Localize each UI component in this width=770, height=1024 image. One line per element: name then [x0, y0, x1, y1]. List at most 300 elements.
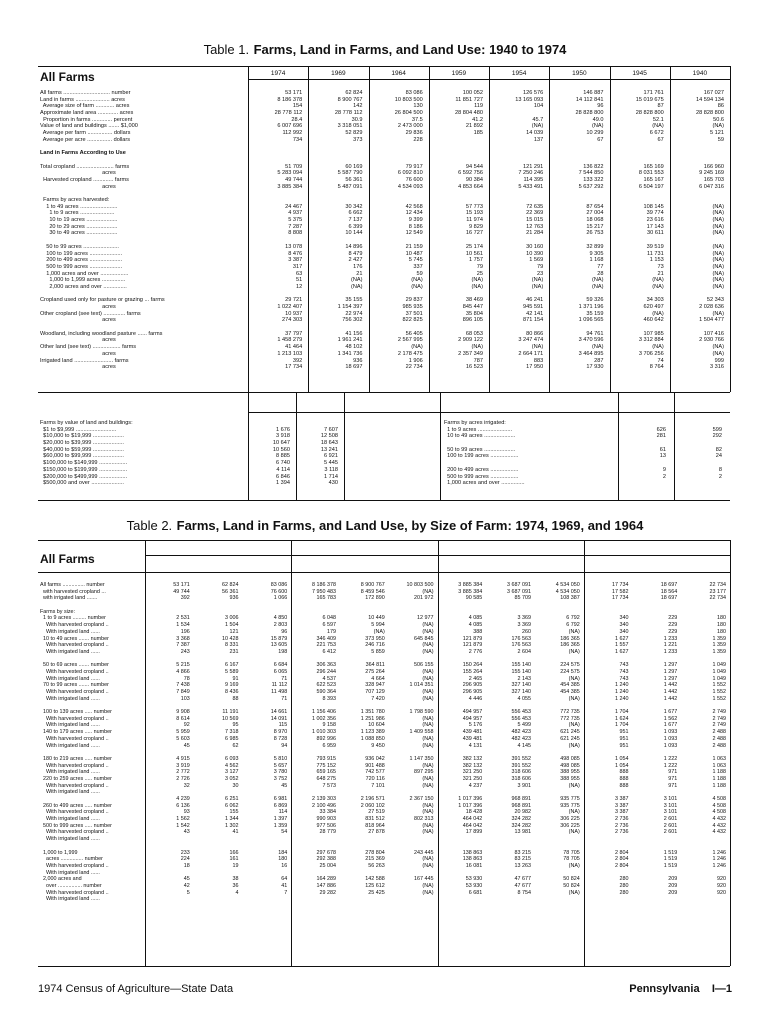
table2-cell [585, 702, 629, 709]
table2-cell: 198 [278, 648, 288, 655]
table2-row-label [40, 656, 145, 663]
table1-row-label: 1,000 acres and over .................. [40, 270, 129, 277]
table1-cell: 104 [533, 103, 544, 110]
table1-bottom-right-label [444, 460, 525, 467]
table1-cell [431, 190, 483, 197]
table2-cell: 306 225 [560, 816, 580, 823]
table2-cell: 1 442 [663, 689, 678, 695]
table1-cell: 7 250 246 [518, 170, 544, 177]
table2-cell [439, 789, 483, 796]
table2-cell: 176 563 [511, 642, 531, 649]
table2-cell: 3 387 [615, 802, 629, 809]
table2-cell: 8 459 546 [360, 588, 385, 595]
table2-cell: 439 481 [462, 729, 483, 736]
table1-row-label: 1,000 to 1,999 acres ............... [40, 277, 126, 284]
table2-column [487, 582, 531, 896]
table2-cell [585, 843, 629, 850]
table1-cell: 337 [413, 263, 423, 270]
table2-title-lead: Table 2. [126, 518, 173, 533]
table1-bottom-left-label: Farms by value of land and buildings: [40, 420, 133, 426]
table1-bottom-divider [440, 392, 441, 500]
table2-cell [244, 789, 288, 796]
table2-cell: 138 863 [462, 849, 483, 856]
table1-cell: 46 241 [526, 297, 544, 304]
table2-cell: 121 879 [462, 642, 483, 649]
table1-cell: 7 287 [288, 223, 303, 230]
table1-bottom-cell [676, 420, 722, 427]
table1-cell: 77 [597, 263, 604, 270]
table1-cell: 16 523 [465, 364, 483, 371]
table2-row-label: With irrigated land ...... [40, 769, 100, 776]
table2-cell: 2 749 [712, 715, 726, 722]
table1-cell [371, 150, 423, 157]
table2-cell: 1 188 [712, 782, 726, 789]
table2-cell [682, 656, 726, 663]
table2-column [634, 582, 678, 896]
table2-cell [487, 702, 531, 709]
table1-row-label: Proportion in farms ............. percent [40, 116, 133, 123]
table2-cell [292, 870, 336, 877]
table2-cell: 5 959 [176, 729, 190, 736]
table1-bottom-cell: 8 885 [276, 453, 290, 460]
table2-cell: 648 275 [316, 775, 336, 782]
table2-cell: 1 627 [615, 635, 629, 642]
table1-cell: 21 [657, 270, 664, 277]
table2-cell: 318 606 [511, 775, 531, 782]
table2-row-label: 140 to 179 acres ..... number [40, 729, 112, 736]
table1-bottom-cell: 626 [656, 426, 666, 433]
table1-row-label: acres [40, 337, 116, 344]
table1-row-label: All farms .............................. number [40, 90, 131, 96]
table2-cell [585, 609, 629, 616]
table2-cell: (NA) [422, 668, 434, 675]
table2-cell [536, 602, 580, 609]
table1-row-label [40, 144, 245, 151]
table1-cell: 8 031 553 [638, 170, 664, 177]
table1-cell: (NA) [712, 283, 724, 290]
table2-cell: 391 552 [511, 755, 531, 762]
table2-cell [536, 609, 580, 616]
table2-cell [292, 609, 336, 616]
table2-cell: 3 101 [663, 802, 678, 809]
table2-cell: 78 705 [563, 856, 580, 863]
table1-bottom-divider [674, 392, 675, 500]
table2-cell: 41 [281, 882, 288, 889]
table2-cell [536, 836, 580, 843]
table2-cell: 1 147 350 [409, 755, 434, 762]
table2-cell: 10 428 [222, 635, 239, 642]
table1-cell: 57 773 [465, 203, 483, 210]
table1-cell [672, 237, 724, 244]
table2-cell: 3 052 [225, 775, 239, 782]
table1-cell [612, 150, 664, 157]
table2-cell [292, 789, 336, 796]
table2-cell: 142 588 [365, 876, 385, 883]
table2-cell: 8 614 [176, 715, 190, 722]
table2-cell [341, 843, 385, 850]
table2-cell: 6 792 [566, 622, 580, 629]
table1-cell: 13 078 [285, 243, 303, 250]
table1-cell: 6 672 [649, 130, 664, 137]
table1-cell: 51 709 [285, 163, 303, 170]
table1-cell: 59 [717, 136, 724, 143]
table1-bottom-left-label: $150,000 to $199,999 .................. [40, 466, 128, 473]
table1-cell: 6 662 [348, 210, 363, 217]
table1-bottom-right-label [444, 440, 525, 447]
table2-cell: 2 531 [176, 615, 190, 622]
table2-cell [341, 789, 385, 796]
table1-cell: 18 068 [586, 217, 604, 224]
table1-bottom-right-label: 200 to 499 acres .................. [444, 466, 519, 473]
table1-bottom-left-label: $20,000 to $39,999 .................... [40, 440, 124, 447]
table2-bottom-rule [38, 966, 730, 967]
table2-cell: 17 734 [612, 582, 629, 588]
table1-cell: 274 303 [282, 317, 303, 324]
table2-cell: 1 221 [663, 642, 678, 649]
table2-column [682, 582, 726, 896]
table1-cell: 317 [292, 263, 303, 270]
table2-cell: 5 810 [273, 755, 288, 762]
table2-cell: 2 804 [615, 862, 629, 869]
table2-cell: 498 085 [560, 755, 580, 762]
table2-cell: 743 [619, 675, 629, 682]
table1-column-divider [429, 66, 430, 392]
table2-cell: 1 359 [712, 648, 726, 655]
table2-cell: 306 225 [560, 822, 580, 829]
table2-cell: 1 188 [712, 775, 726, 782]
table2-cell [682, 870, 726, 877]
table2-cell: 1 297 [663, 668, 678, 675]
table1-cell: 137 [533, 136, 544, 143]
table1-cell: 96 [597, 103, 604, 110]
table2-cell: 1 222 [663, 762, 678, 769]
table1-cell: 287 [594, 357, 604, 364]
table1-cell: 8 186 378 [277, 96, 303, 103]
table2-cell: 1 442 [663, 695, 678, 702]
table2-cell: 3 369 [517, 615, 531, 622]
table2-cell [487, 609, 531, 616]
table1-cell: 52.1 [652, 116, 664, 123]
table1-year-header: 1940 [692, 70, 708, 77]
table2-cell: 1 063 [712, 755, 726, 762]
table2-cell [195, 789, 239, 796]
table1-cell: 171 761 [643, 90, 664, 96]
table2-cell: 56 263 [368, 862, 385, 869]
table2-cell: 321 250 [462, 775, 483, 782]
table1-cell [491, 324, 543, 331]
table2-cell: 4 432 [712, 822, 726, 829]
table2-cell: 278 804 [365, 849, 385, 856]
table1-cell: 15 015 [526, 217, 544, 224]
table2-cell: 1 552 [712, 682, 726, 689]
table1-cell: 39 519 [646, 243, 664, 250]
table1-cell: 15 217 [586, 223, 604, 230]
table1-cell: 9 399 [408, 217, 423, 224]
table2-cell: 1 359 [273, 822, 288, 829]
table2-cell: 29 282 [319, 889, 336, 896]
table2-cell: 5 859 [371, 648, 385, 655]
table1-bottom-cell: 599 [712, 426, 722, 433]
table1-cell: (NA) [531, 344, 544, 351]
table2-cell: 83 215 [514, 856, 531, 863]
table2-cell: 38 [232, 876, 239, 883]
table2-cell [585, 656, 629, 663]
table1-column-divider [308, 66, 309, 392]
table1-row-labels [40, 90, 245, 371]
table1-row-label: acres [40, 170, 116, 177]
table1-bottom-right-label: 1 to 9 acres ...................... [444, 426, 513, 433]
table1-cell: 56 361 [345, 176, 363, 183]
table2-cell: 10 803 500 [406, 582, 434, 588]
table2-cell: 454 385 [560, 682, 580, 689]
table1-cell: 14 594 134 [696, 96, 724, 103]
table2-cell: 76 600 [270, 588, 288, 595]
table1-bottom-cell [620, 420, 666, 427]
table1-bottom-right-label: Farms by acres irrigated: [444, 420, 506, 426]
table1-cell: (NA) [351, 277, 363, 284]
table2-cell: 164 289 [316, 876, 336, 883]
table1-column-divider [670, 66, 671, 392]
table1-cell: 25 [476, 270, 483, 277]
table2-cell [292, 656, 336, 663]
table2-cell: 4 508 [712, 796, 726, 802]
table2-cell: 4 866 [176, 668, 190, 675]
table1-cell [491, 157, 543, 164]
table2-cell [292, 702, 336, 709]
table2-cell: 172 890 [365, 595, 385, 602]
table2-cell: 3 885 384 [458, 582, 483, 588]
table2-row-label: with irrigated land ....... [40, 595, 98, 602]
table1-bottom-divider [248, 392, 249, 500]
table1-cell: 1 154 397 [337, 304, 363, 310]
table1-cell: 35 159 [586, 310, 604, 317]
table1-column-divider [610, 66, 611, 392]
table1-cell: 28 778 112 [334, 110, 363, 117]
table1-cell: 2 357 349 [458, 350, 483, 357]
table1-cell: 28 828 800 [575, 110, 604, 117]
table2-cell: 260 [522, 628, 531, 635]
table1-cell: 2 909 122 [458, 337, 483, 344]
table1-cell [250, 190, 302, 197]
table1-bottom-cell [676, 460, 722, 467]
table2-cell: 3 127 [225, 769, 239, 776]
table2-cell: 1 188 [712, 769, 726, 776]
table1-cell: 3 470 596 [578, 337, 604, 344]
table2-cell: 1 093 [663, 735, 678, 742]
table1-cell [491, 197, 543, 204]
table1-cell [310, 324, 362, 331]
table2-cell [146, 609, 190, 616]
table2-cell: 5 589 [225, 668, 239, 675]
table1-cell: 7 137 [348, 217, 363, 224]
table1-cell: 79 [537, 263, 544, 270]
table1-cell: 620 497 [643, 304, 664, 310]
table2-cell: 17 582 [612, 588, 629, 595]
table2-row-label: 1,000 to 1,999 [40, 849, 78, 856]
table2-cell: (NA) [422, 742, 434, 749]
table2-cell: 2 060 102 [360, 802, 385, 809]
table1-cell: 6 007 696 [277, 123, 303, 130]
table2-row-label [40, 602, 145, 609]
table2-cell [390, 609, 434, 616]
table1-cell: 883 [533, 357, 544, 364]
table2-cell: 3 387 [615, 809, 629, 816]
table2-cell [146, 843, 190, 850]
table1-cell: (NA) [712, 210, 724, 217]
table1-year-header: 1945 [632, 70, 647, 77]
table2-cell: 18 428 [465, 809, 483, 816]
table1-cell: 12 549 [405, 230, 423, 237]
table2-cell: 1 504 [225, 622, 239, 629]
table2-cell: 96 [281, 628, 288, 635]
table1-bottom-left-label: $40,000 to $59,999 .................... [40, 446, 124, 453]
table2-title [0, 517, 770, 535]
table2-cell [682, 702, 726, 709]
table1-cell: 392 [292, 357, 303, 364]
table2-column [585, 582, 629, 896]
table2-row-label: With harvested cropland .. [40, 642, 109, 649]
table1-bottom-cell: 7 607 [324, 426, 338, 433]
table2-cell: 340 [619, 628, 629, 635]
table2-cell: 482 423 [511, 729, 531, 736]
table1-cell: 74 [657, 357, 664, 364]
table2-cell [292, 749, 336, 756]
table2-cell [244, 656, 288, 663]
table1-bottom-cell: 8 [718, 466, 722, 473]
table1-cell: 7 544 850 [578, 170, 604, 177]
table1-row-label: 200 to 499 acres ..................... [40, 257, 123, 264]
table2-cell: 1 063 [712, 762, 726, 769]
table2-cell: 56 361 [222, 588, 239, 595]
table1-cell: 12 763 [526, 223, 544, 230]
table2-cell: 1 351 780 [360, 709, 385, 716]
table2-row-label: With harvested cropland .. [40, 829, 109, 836]
table2-cell: 22 734 [709, 582, 726, 588]
table1-cell: 39 774 [646, 210, 664, 217]
table2-row-label: 50 to 69 acres ....... number [40, 662, 109, 669]
table2-cell: 33 384 [319, 809, 336, 816]
table2-cell: 11 112 [271, 682, 288, 689]
table1-cell [672, 150, 724, 157]
table1-row-label: Land in farms ...................... acres [40, 96, 125, 103]
table1-cell: 1 504 477 [699, 317, 724, 324]
table2-cell [390, 702, 434, 709]
table2-cell: 1 054 [615, 762, 629, 769]
table1-cell [310, 197, 362, 204]
table1-cell: (NA) [652, 123, 664, 130]
table1-cell: 18 697 [345, 364, 363, 371]
table1-cell [250, 157, 302, 164]
table2-cell: 184 [278, 849, 288, 856]
table2-cell: 4 055 [517, 695, 531, 702]
table2-cell: 78 [183, 675, 190, 682]
table1-cell: 14 039 [526, 130, 544, 137]
table2-cell [390, 836, 434, 843]
table2-column [390, 582, 434, 896]
table2-cell: 1 442 [663, 682, 678, 689]
table2-cell: 936 [229, 595, 239, 602]
table1-cell: 2 427 [348, 257, 363, 264]
table1-cell: 90 384 [465, 176, 483, 183]
table1-bottom-cell: 18 643 [320, 440, 338, 447]
table2-cell: 42 [183, 882, 190, 889]
table2-cell: 93 [183, 809, 190, 816]
table2-cell: 161 [229, 856, 239, 863]
table1-cell: 27 004 [586, 210, 604, 217]
table2-cell: 50 824 [563, 876, 580, 883]
table2-cell: 11 191 [222, 709, 239, 716]
table2-cell [634, 609, 678, 616]
table2-cell: 45 [183, 742, 190, 749]
table2-cell: 2 488 [712, 735, 726, 742]
table1-bottom-cell: 13 241 [320, 446, 338, 453]
table2-cell [585, 836, 629, 843]
table1-cell [491, 110, 543, 117]
table2-cell: 1 552 [712, 689, 726, 695]
table1-cell: (NA) [411, 277, 423, 284]
table1-bottom-rule [38, 500, 730, 501]
table1-bottom-cell: 292 [712, 433, 722, 440]
table2-row-label: 10 to 49 acres ....... number [40, 635, 109, 642]
table2-cell: 1 302 [225, 822, 239, 829]
table2-cell: 2 804 [615, 849, 629, 856]
table2-cell: 328 947 [365, 682, 385, 689]
table2-cell: 17 899 [465, 829, 483, 836]
table1-cell: 30 160 [526, 243, 544, 250]
table1-cell: 73 [657, 263, 664, 270]
table2-cell: (NA) [422, 715, 434, 722]
table2-cell [195, 843, 239, 850]
table2-cell: 78 705 [563, 849, 580, 856]
table2-cell: 6 959 [322, 742, 336, 749]
table1-row-label: Other land (see text) .................. farms [40, 344, 137, 351]
table1-year-header: 1950 [572, 70, 587, 77]
table2-cell: 1 233 [663, 635, 678, 642]
table2-cell: 83 086 [270, 582, 288, 588]
table1-cell: 3 706 256 [638, 350, 664, 357]
table2-cell: 71 [281, 675, 288, 682]
table2-cell: 94 [281, 742, 288, 749]
table1-cell: 1 757 [469, 257, 483, 264]
table1-cell [431, 144, 483, 151]
table1-cell: 119 [474, 103, 483, 110]
table1-column-1964 [371, 90, 423, 371]
table1-bottom-left-label: $1 to $9,999 .......................... [40, 426, 117, 433]
table1-row-label: Average per acre ................ dollars [40, 136, 131, 143]
table1-cell: 38 469 [465, 297, 483, 304]
table2-cell: 464 042 [462, 822, 483, 829]
table1-row-label: Approximate land area ............. acres [40, 110, 134, 117]
table2-cell: 4 508 [712, 809, 726, 816]
table1-cell: 176 [353, 263, 363, 270]
table2-cell: 391 552 [511, 762, 531, 769]
table2-cell [487, 843, 531, 850]
table2-cell: 556 453 [511, 709, 531, 716]
table1-cell: 2 567 995 [397, 337, 423, 344]
table2-cell: 720 116 [365, 775, 385, 782]
table2-cell: (NA) [422, 735, 434, 742]
table1-cell [371, 237, 423, 244]
table2-cell [536, 749, 580, 756]
table2-cell [146, 836, 190, 843]
table1-cell: (NA) [712, 243, 724, 250]
table1-bottom-left-label: $100,000 to $149,999 .................. [40, 460, 128, 467]
table2-cell: 296 905 [462, 689, 483, 695]
table1-column-divider [489, 66, 490, 392]
table1-cell: (NA) [471, 344, 483, 351]
table2-cell: 186 365 [560, 635, 580, 642]
table2-cell: 321 250 [462, 769, 483, 776]
